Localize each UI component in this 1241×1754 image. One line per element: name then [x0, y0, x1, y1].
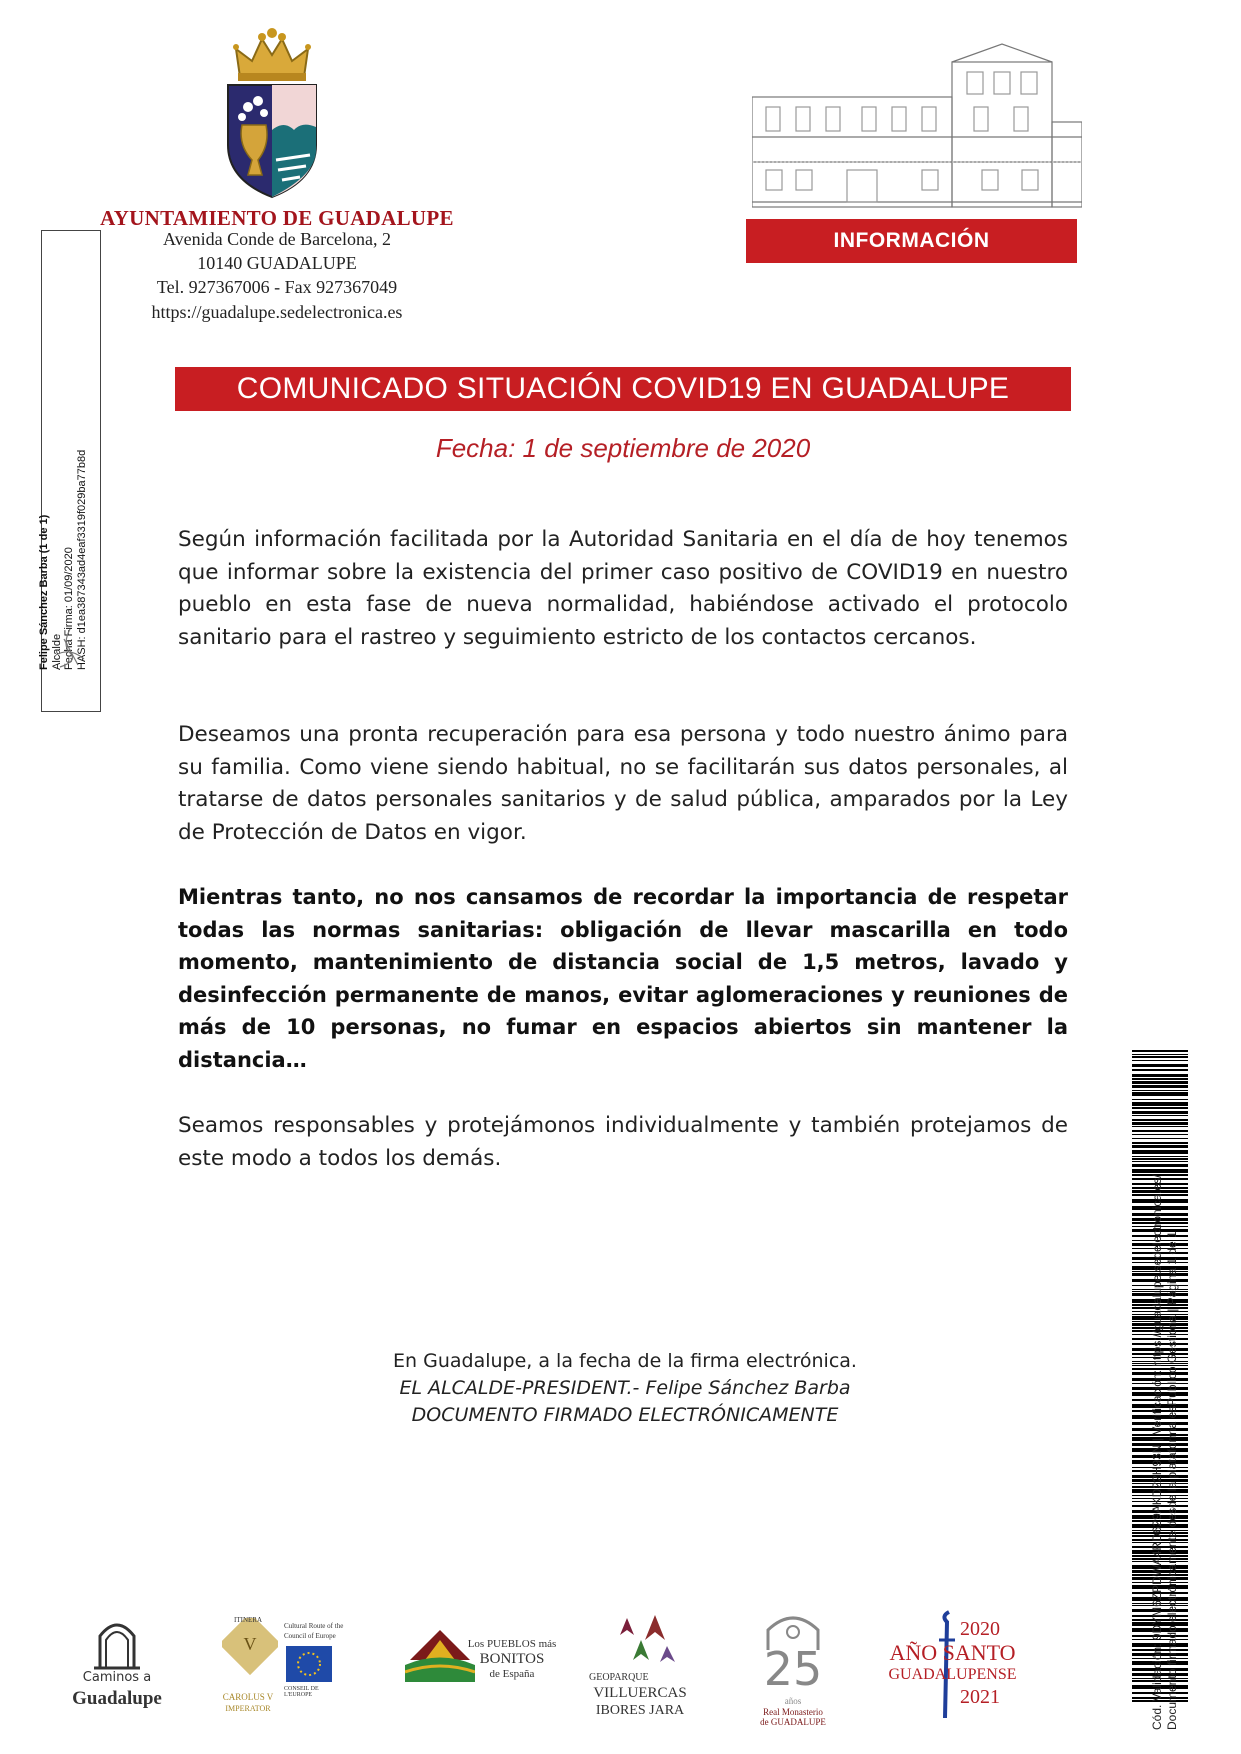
body-paragraph-1: Según información facilitada por la Autoridad Sanitaria en el día de hoy tenemos que informar sobre la existencia del primer caso positivo de COVID19 en nuestro pueblo en esta fase de nueva normalidad, habiéndose activado el protocolo sanitario para el rastreo y seguimiento estricto de los contactos cercanos. [178, 527, 1068, 650]
logo-caminos-guadalupe [62, 1610, 172, 1725]
logo-monasterio-25 [748, 1610, 838, 1725]
arch-icon [62, 1610, 172, 1670]
coe-label-2: Council of Europe [284, 1632, 336, 1640]
coe-label-1: Cultural Route of the [284, 1622, 344, 1630]
santo-label-2: GUADALUPENSE [888, 1666, 1017, 1683]
eu-stars-icon [286, 1646, 332, 1682]
town-hall-building-illustration [752, 42, 1082, 210]
municipal-crest-logo [222, 25, 322, 205]
caminos-label-2: Guadalupe [72, 1688, 162, 1709]
village-emblem-icon [405, 1620, 475, 1690]
carolus-label-1: ITINERA [234, 1616, 262, 1624]
monasterio-number: 25 [763, 1642, 823, 1696]
caminos-label-1: Caminos a [82, 1670, 152, 1685]
carolus-emblem-icon [222, 1618, 278, 1680]
geo-label-1: GEOPARQUE [589, 1672, 649, 1683]
website-link[interactable]: https://guadalupe.sedelectronica.es [151, 302, 403, 322]
pueblos-label-3: de España [489, 1668, 535, 1680]
body-paragraph-4: Seamos responsables y protejámonos individualmente y también protejamos de este modo a todos los demás. [178, 1113, 1068, 1171]
verification-code: Cód. Validación: 9DYM6ZPDWA4RD629AKD22H93N | Verificación: https://guadalupe.sedelectronica.es/ [1150, 1174, 1164, 1730]
signer-role: Alcalde [50, 633, 63, 670]
logo-ano-santo [885, 1610, 1020, 1725]
signoff-place-date: En Guadalupe, a la fecha de la firma electrónica. [393, 1350, 857, 1372]
leaves-icon [605, 1610, 685, 1670]
monasterio-label-2: Real Monasterio [763, 1707, 823, 1717]
address-phone-fax: Tel. 927367006 - Fax 927367049 [156, 277, 398, 297]
carolus-label-3: IMPERATOR [225, 1704, 271, 1713]
geo-label-2: VILLUERCAS [593, 1685, 687, 1701]
svg-text:V: V [243, 1634, 257, 1654]
document-date: Fecha: 1 de septiembre de 2020 [435, 433, 811, 463]
signoff-mayor: EL ALCALDE-PRESIDENT.- Felipe Sánchez Barba [399, 1377, 851, 1399]
address-postal: 10140 GUADALUPE [197, 253, 357, 273]
information-banner: INFORMACIÓN [746, 219, 1077, 263]
verification-text [1150, 990, 1190, 1730]
carolus-label-2: CAROLUS V [222, 1692, 274, 1702]
municipality-name: AYUNTAMIENTO DE GUADALUPE [100, 206, 454, 230]
santo-label-1: AÑO SANTO [889, 1640, 1016, 1665]
logo-carolus-council-europe [222, 1610, 347, 1725]
signer-name: Felipe Sánchez Barba (1 de 1) [38, 514, 50, 670]
body-paragraph-3: Mientras tanto, no nos cansamos de recordar la importancia de respetar todas las normas sanitarias: obligación de llevar mascarilla en todo momento, mantenimiento de distancia social de 1,5 metros, lavado y desinfección permanente de manos, evitar aglomeraciones y reuniones de más de 10 personas, no fumar en espacios abiertos sin mantener la distancia… [178, 885, 1068, 1072]
signature-hash: HASH: d1ea387343ad4eaf3319f029ba77b8d [75, 449, 88, 670]
santo-year-start: 2020 [960, 1618, 1000, 1640]
body-paragraph-2: Deseamos una pronta recuperación para esa persona y todo nuestro ánimo para su familia. Como viene siendo habitual, no se facilitarán sus datos personales, al tratarse de datos personales sanitarios y de salud pública, amparados por la Ley de Protección de Datos en vigor. [178, 722, 1068, 845]
verification-platform: Documento firmado electrónicamente desde la plataforma esPublico Gestiona | Página 1 de 1 [1165, 1231, 1179, 1730]
pueblos-label-2: BONITOS [479, 1651, 545, 1667]
pueblos-label-1: Los PUEBLOS más [467, 1638, 557, 1650]
santo-year-end: 2021 [960, 1686, 1000, 1708]
coe-label-3: CONSEIL DE L'EUROPE [284, 1686, 319, 1698]
signature-date: Fecha Firma: 01/09/2020 [63, 547, 75, 670]
handwritten-signature-mark [52, 625, 88, 671]
geo-label-3: IBORES JARA [595, 1703, 685, 1718]
monasterio-label-1: años [784, 1696, 802, 1706]
signoff-electronic: DOCUMENTO FIRMADO ELECTRÓNICAMENTE [411, 1404, 839, 1426]
document-title-banner: COMUNICADO SITUACIÓN COVID19 EN GUADALUPE [175, 367, 1071, 411]
logo-pueblos-bonitos [405, 1610, 555, 1725]
address-street: Avenida Conde de Barcelona, 2 [162, 229, 392, 249]
monasterio-label-3: de GUADALUPE [760, 1717, 826, 1727]
logo-geoparque [585, 1610, 695, 1725]
signature-details [38, 250, 98, 670]
